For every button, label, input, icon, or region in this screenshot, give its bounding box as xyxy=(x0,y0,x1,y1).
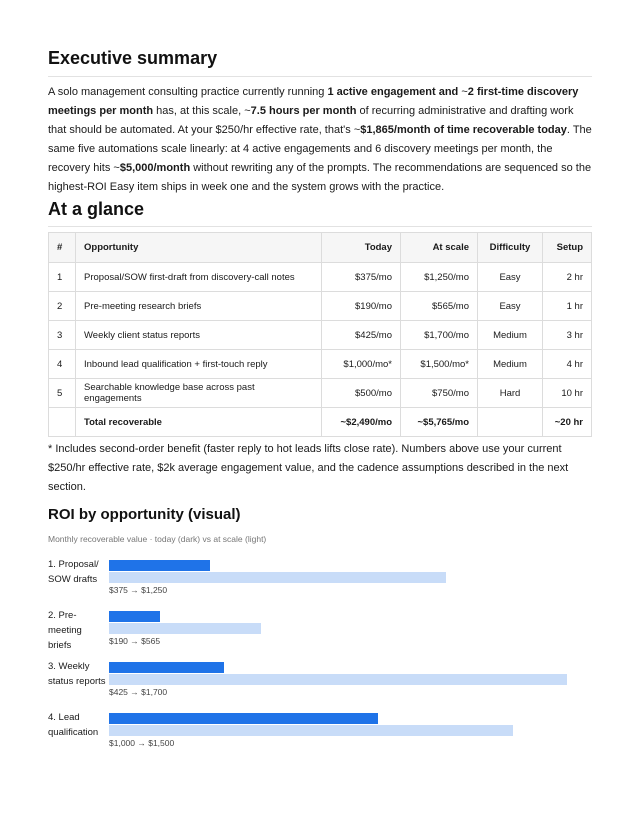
row-opportunity: Pre-meeting research briefs xyxy=(76,292,322,321)
bar-caption: $1,000 → $1,500 xyxy=(109,738,175,748)
divider xyxy=(48,226,592,227)
bar-at-scale xyxy=(109,725,513,736)
total-label: Total recoverable xyxy=(76,408,322,437)
row-today: $1,000/mo* xyxy=(322,350,401,379)
text-run: . The same five automations scale linearly: at 4 active engagements and 6 discovery meetings per month, the recovery hits xyxy=(48,124,592,174)
highlight-meetings: 2 first-time discovery meetings per month xyxy=(48,86,579,117)
col-header-number: # xyxy=(49,233,76,263)
table-row xyxy=(49,350,592,379)
executive-summary-heading: Executive summary xyxy=(48,48,218,68)
row-number: 1 xyxy=(49,263,76,292)
col-header-today: Today xyxy=(322,233,401,263)
text-run: has, at this scale, xyxy=(153,105,245,117)
bar-today xyxy=(109,611,160,622)
row-number: 5 xyxy=(49,379,76,408)
table-row xyxy=(49,321,592,350)
bar-today xyxy=(109,713,378,724)
row-opportunity: Searchable knowledge base across past engagements xyxy=(76,379,322,408)
highlight-recoverable-today: $1,865/month of time recoverable today xyxy=(360,124,567,136)
total-difficulty-cell xyxy=(478,408,543,437)
roi-row-label: 4. Lead qualification xyxy=(48,712,99,738)
bar-at-scale xyxy=(109,572,446,583)
bar-caption: $375 → $1,250 xyxy=(109,585,168,595)
table-row xyxy=(49,379,592,408)
bar-today xyxy=(109,662,224,673)
table-total-row xyxy=(49,408,592,437)
total-num-cell xyxy=(49,408,76,437)
text-run: ~ xyxy=(353,124,361,136)
highlight-hours: 7.5 hours per month xyxy=(250,105,357,117)
table-footnote: * Includes second-order benefit (faster reply to hot leads lifts close rate). Numbers above use your current $250/hr effective rate, $2k average engagement value, and the cadence assumptions described in the next section. xyxy=(48,443,569,493)
roi-subtitle: Monthly recoverable value · today (dark) vs at scale (light) xyxy=(48,534,267,544)
row-today: $425/mo xyxy=(322,321,401,350)
bar-today xyxy=(109,560,210,571)
row-at-scale: $750/mo xyxy=(401,379,478,408)
table-header-row xyxy=(49,233,592,263)
row-setup: 10 hr xyxy=(543,379,592,408)
row-difficulty: Medium xyxy=(478,350,543,379)
row-number: 3 xyxy=(49,321,76,350)
col-header-at-scale: At scale xyxy=(401,233,478,263)
total-at-scale: ~$5,765/mo xyxy=(401,408,478,437)
row-difficulty: Easy xyxy=(478,292,543,321)
row-number: 4 xyxy=(49,350,76,379)
bar-caption: $425 → $1,700 xyxy=(109,687,168,697)
row-difficulty: Easy xyxy=(478,263,543,292)
row-difficulty: Hard xyxy=(478,379,543,408)
divider xyxy=(48,76,592,77)
total-today: ~$2,490/mo xyxy=(322,408,401,437)
row-setup: 4 hr xyxy=(543,350,592,379)
roi-row-label: 3. Weekly status reports xyxy=(48,661,106,687)
roi-row-label: 2. Pre- meeting briefs xyxy=(48,610,82,651)
col-header-opportunity: Opportunity xyxy=(76,233,322,263)
at-a-glance-heading: At a glance xyxy=(48,199,145,219)
executive-summary-paragraph xyxy=(48,83,594,197)
row-at-scale: $565/mo xyxy=(401,292,478,321)
highlight-recoverable-scale: $5,000/month xyxy=(119,162,191,174)
roi-row-label: 1. Proposal/ SOW drafts xyxy=(48,559,99,585)
col-header-difficulty: Difficulty xyxy=(478,233,543,263)
row-setup: 1 hr xyxy=(543,292,592,321)
row-at-scale: $1,700/mo xyxy=(401,321,478,350)
table-row xyxy=(49,292,592,321)
bar-at-scale xyxy=(109,674,567,685)
roi-heading: ROI by opportunity (visual) xyxy=(48,506,241,523)
row-at-scale: $1,500/mo* xyxy=(401,350,478,379)
total-setup: ~20 hr xyxy=(543,408,592,437)
row-difficulty: Medium xyxy=(478,321,543,350)
bar-at-scale xyxy=(109,623,261,634)
row-today: $375/mo xyxy=(322,263,401,292)
row-today: $190/mo xyxy=(322,292,401,321)
text-run: A solo management consulting practice currently running xyxy=(48,86,328,98)
row-opportunity: Weekly client status reports xyxy=(76,321,322,350)
opportunity-table xyxy=(48,232,592,437)
text-run: ~ xyxy=(461,86,468,98)
row-today: $500/mo xyxy=(322,379,401,408)
bar-caption: $190 → $565 xyxy=(109,636,161,646)
row-opportunity: Inbound lead qualification + first-touch reply xyxy=(76,350,322,379)
highlight-engagements: 1 active engagement and xyxy=(327,86,462,98)
text-run: ~ xyxy=(113,162,120,174)
text-run: ~ xyxy=(244,105,251,117)
row-setup: 2 hr xyxy=(543,263,592,292)
row-opportunity: Proposal/SOW first-draft from discovery-call notes xyxy=(76,263,322,292)
row-at-scale: $1,250/mo xyxy=(401,263,478,292)
row-setup: 3 hr xyxy=(543,321,592,350)
text-run: without rewriting any of the prompts. The recommendations are sequenced so the highest-ROI Easy item ships in week one and the system grows with the practice. xyxy=(48,162,592,193)
text-run: of recurring administrative and drafting work that should be automated. At your $250/hr effective rate, that's xyxy=(48,105,574,136)
row-number: 2 xyxy=(49,292,76,321)
col-header-setup: Setup xyxy=(543,233,592,263)
table-row xyxy=(49,263,592,292)
